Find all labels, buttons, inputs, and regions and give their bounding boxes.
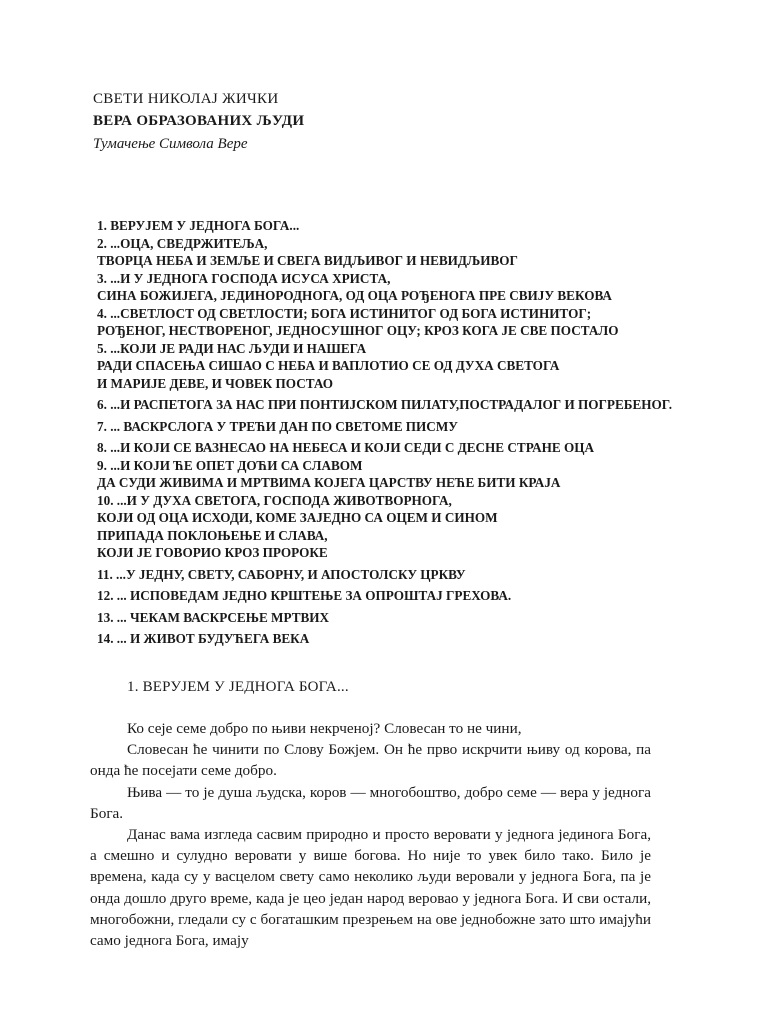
toc-group	[97, 587, 697, 605]
toc-group	[97, 566, 697, 584]
toc-line: 11. ...У ЈЕДНУ, СВЕТУ, САБОРНУ, И АПОСТОЛСКУ ЦРКВУ	[97, 566, 466, 582]
toc-line: 5. ...КОЈИ ЈЕ РАДИ НАС ЉУДИ И НАШЕГА	[97, 340, 367, 356]
toc-group	[97, 396, 697, 414]
toc-line: 12. ... ИСПОВЕДАМ ЈЕДНО КРШТЕЊЕ ЗА ОПРОШТАЈ ГРЕХОВА.	[97, 588, 512, 603]
toc-line: КОЈИ ОД ОЦА ИСХОДИ, КОМЕ ЗАЈЕДНО СА ОЦЕМ И СИНОМ	[97, 510, 498, 525]
book-title: ВЕРА ОБРАЗОВАНИХ ЉУДИ	[93, 113, 305, 129]
body-paragraph: Данас вама изгледа сасвим природно и просто веровати у једнога јединога Бога, а смешно и сулудно веровати у више богова. Но није то увек било тако. Било је времена, када су у васцелом свету само неколико људи веровали у једнога Бога, па је онда дошло друго време, када је цео један народ веровао у једнога Бога. И сви остали, многобожни, гледали су с богаташким презрењем на ове једнобожне зато што имајући само једнога Бога, имају	[90, 826, 651, 950]
toc-line: 2. ...ОЦА, СВЕДРЖИТЕЉА,	[97, 235, 268, 251]
toc-group	[97, 217, 697, 392]
toc-line: 8. ...И КОЈИ СЕ ВАЗНЕСАО НА НЕБЕСА И КОЈИ СЕДИ С ДЕСНЕ СТРАНЕ ОЦА	[97, 440, 594, 455]
toc-line: 3. ...И У ЈЕДНОГА ГОСПОДА ИСУСА ХРИСТА,	[97, 270, 391, 286]
toc-group	[97, 630, 697, 648]
body-paragraph: Словесан ће чинити по Слову Божјем. Он ће прво искрчити њиву од корова, па онда ће посејати семе добро.	[90, 741, 651, 780]
toc-line: КОЈИ ЈЕ ГОВОРИО КРОЗ ПРОРОКЕ	[97, 545, 328, 560]
book-subtitle: Тумачење Символа Вере	[93, 136, 248, 152]
toc-line: РАДИ СПАСЕЊА СИШАО С НЕБА И ВАПЛОТИО СЕ ОД ДУХА СВЕТОГА	[97, 358, 560, 373]
toc-line: 13. ... ЧЕКАМ ВАСКРСЕЊЕ МРТВИХ	[97, 609, 330, 625]
section-body	[90, 718, 651, 951]
document-header	[93, 88, 304, 156]
toc-line: 7. ... ВАСКРСЛОГА У ТРЕЋИ ДАН ПО СВЕТОМЕ ПИСМУ	[97, 418, 458, 434]
toc-line: ПРИПАДА ПОКЛОЊЕЊЕ И СЛАВА,	[97, 527, 328, 543]
toc-line: 6. ...И РАСПЕТОГА ЗА НАС ПРИ ПОНТИЈСКОМ ПИЛАТУ,ПОСТРАДАЛОГ И ПОГРЕБЕНОГ.	[97, 397, 672, 412]
toc-line: И МАРИЈЕ ДЕВЕ, И ЧОВЕК ПОСТАО	[97, 375, 333, 391]
toc-line: РОЂЕНОГ, НЕСТВОРЕНОГ, ЈЕДНОСУШНОГ ОЦУ; КРОЗ КОГА ЈЕ СВЕ ПОСТАЛО	[97, 323, 619, 338]
toc-line: 4. ...СВЕТЛОСТ ОД СВЕТЛОСТИ; БОГА ИСТИНИТОГ ОД БОГА ИСТИНИТОГ;	[97, 305, 592, 321]
toc-line: 10. ...И У ДУХА СВЕТОГА, ГОСПОДА ЖИВОТВОРНОГА,	[97, 492, 452, 508]
body-paragraph: Ко сеје семе добро по њиви некрченој? Словесан то не чини,	[127, 720, 522, 737]
toc-group	[97, 609, 697, 627]
section-heading: 1. ВЕРУЈЕМ У ЈЕДНОГА БОГА...	[127, 679, 349, 695]
table-of-contents	[97, 217, 697, 648]
author-name: СВЕТИ НИКОЛАЈ ЖИЧКИ	[93, 91, 279, 107]
toc-line: ДА СУДИ ЖИВИМА И МРТВИМА КОЈЕГА ЦАРСТВУ НЕЋЕ БИТИ КРАЈА	[97, 475, 561, 490]
body-paragraph: Њива — то је душа људска, коров — многобоштво, добро семе — вера у једнога Бога.	[90, 783, 651, 822]
toc-line: 1. ВЕРУЈЕМ У ЈЕДНОГА БОГА...	[97, 218, 300, 233]
toc-group	[97, 439, 697, 562]
toc-line: 9. ...И КОЈИ ЋЕ ОПЕТ ДОЋИ СА СЛАВОМ	[97, 457, 363, 473]
toc-line: СИНА БОЖИЈЕГА, ЈЕДИНОРОДНОГА, ОД ОЦА РОЂЕНОГА ПРЕ СВИЈУ ВЕКОВА	[97, 288, 612, 303]
toc-line: ТВОРЦА НЕБА И ЗЕМЉЕ И СВЕГА ВИДЉИВОГ И НЕВИДЉИВОГ	[97, 253, 518, 268]
toc-group	[97, 418, 697, 436]
toc-line: 14. ... И ЖИВОТ БУДУЋЕГА ВЕКА	[97, 631, 310, 646]
